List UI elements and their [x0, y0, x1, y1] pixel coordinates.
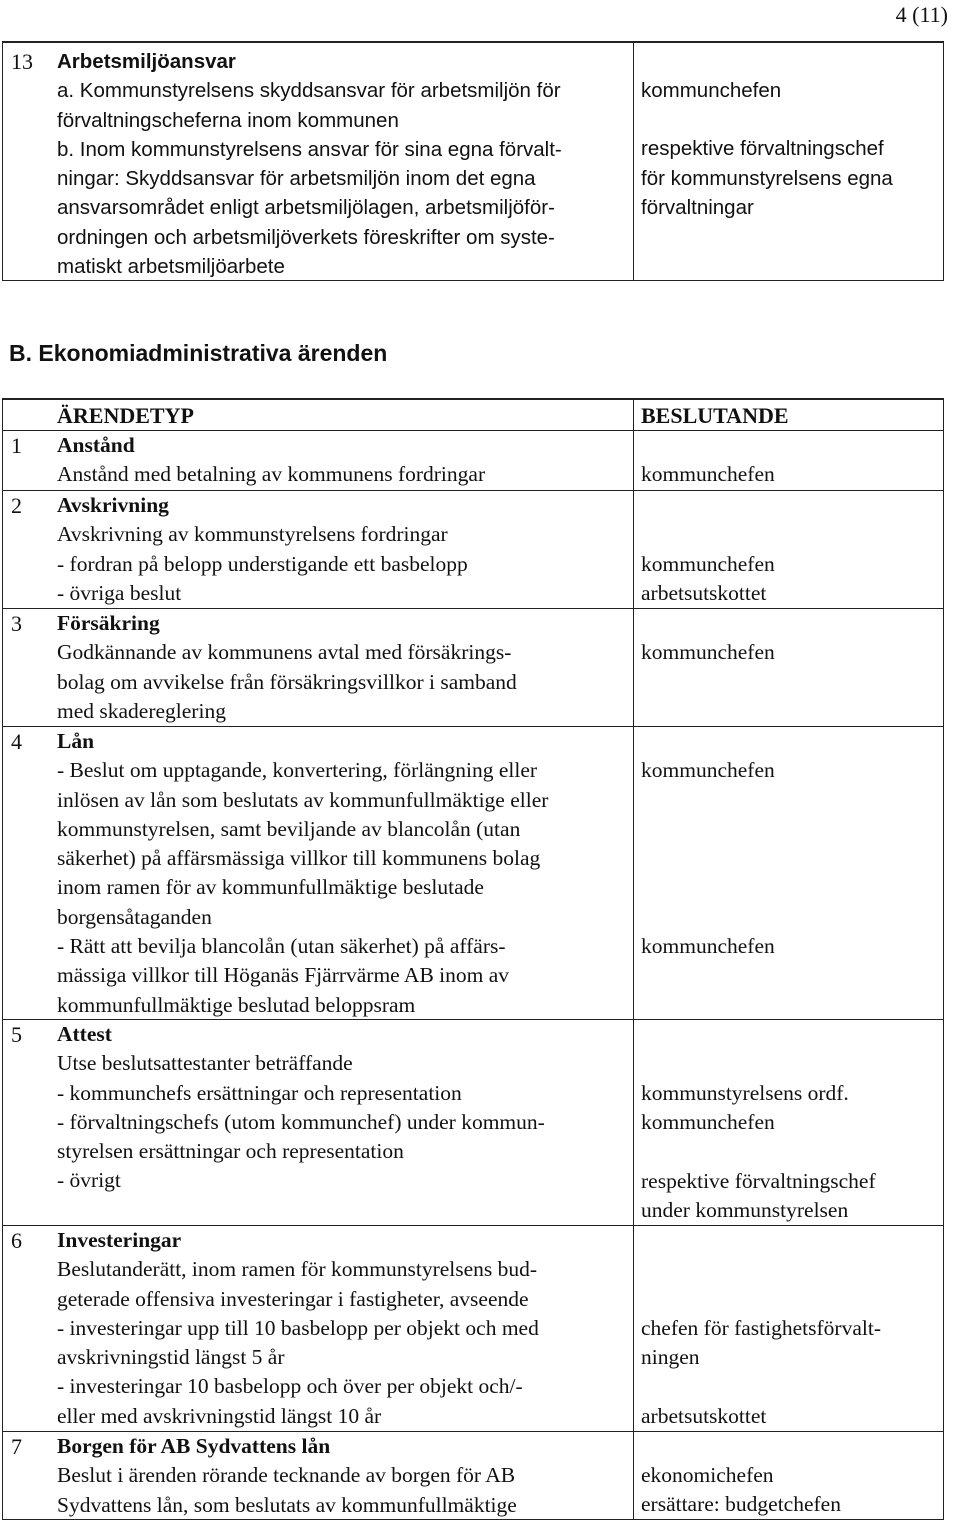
- decider: respektive förvaltningschef: [641, 137, 884, 161]
- matter-line: bolag om avvikelse från försäkringsvillkor i samband: [57, 669, 517, 694]
- decider: arbetsutskottet: [641, 1403, 767, 1428]
- decider: kommunchefen: [641, 934, 775, 958]
- table-row: [3, 430, 943, 490]
- matter-line: Beslut i ärenden rörande tecknande av borgen för AB: [57, 1463, 516, 1488]
- decider: under kommunstyrelsen: [641, 1197, 849, 1222]
- matter-line: ansvarsområdet enligt arbetsmiljölagen, arbetsmiljöför-: [57, 196, 555, 220]
- decider: kommunchefen: [641, 79, 782, 102]
- matter-line: - övrigt: [57, 1168, 121, 1193]
- matter-line: ordningen och arbetsmiljöverkets föreskrifter om syste-: [57, 225, 555, 249]
- decider: kommunchefen: [641, 758, 775, 782]
- matter-line: Anstånd med betalning av kommunens fordringar: [57, 462, 486, 487]
- section-heading: B. Ekonomiadministrativa ärenden: [9, 340, 388, 366]
- matter-line: - investeringar 10 basbelopp och över per objekt och/-: [57, 1374, 523, 1399]
- row-number: 13: [11, 49, 33, 74]
- table-row: [3, 726, 943, 1019]
- matter-line: inlösen av lån som beslutats av kommunfullmäktige eller: [57, 787, 549, 812]
- header-decider: BESLUTANDE: [641, 403, 789, 428]
- matter-line: Sydvattens lån, som beslutats av kommunfullmäktige: [57, 1492, 517, 1517]
- row-title: Arbetsmiljöansvar: [57, 50, 236, 73]
- table-row: [3, 42, 943, 279]
- matter-line: mässiga villkor till Höganäs Fjärrvärme AB inom av: [57, 963, 510, 988]
- decider: kommunchefen: [641, 1110, 775, 1135]
- matter-line: förvaltningscheferna inom kommunen: [57, 108, 399, 132]
- row-number: 4: [11, 729, 22, 754]
- table-row: [3, 490, 943, 608]
- matter-line: inom ramen för av kommunfullmäktige beslutade: [57, 875, 484, 900]
- matter-line: Beslutanderätt, inom ramen för kommunstyrelsens bud-: [57, 1257, 538, 1282]
- table-row: [3, 1225, 943, 1431]
- matter-line: Godkännande av kommunens avtal med försäkrings-: [57, 640, 512, 665]
- row-number: 7: [11, 1434, 22, 1459]
- matter-line: avskrivningstid längst 5 år: [57, 1345, 285, 1370]
- table-header-row: [3, 399, 943, 430]
- decider: ekonomichefen: [641, 1463, 774, 1487]
- header-matter-type: ÄRENDETYP: [57, 403, 194, 428]
- matter-line: styrelsen ersättningar och representation: [57, 1139, 404, 1164]
- decider: kommunstyrelsens ordf.: [641, 1081, 849, 1105]
- matter-line: - kommunchefs ersättningar och representation: [57, 1080, 462, 1105]
- matter-line: geterade offensiva investeringar i fastigheter, avseende: [57, 1286, 529, 1311]
- row-title: Borgen för AB Sydvattens lån: [57, 1434, 331, 1458]
- row-title: Investeringar: [57, 1228, 182, 1252]
- row-number: 1: [11, 433, 22, 458]
- decider: chefen för fastighetsförvalt-: [641, 1316, 881, 1340]
- matter-line: kommunstyrelsen, samt beviljande av blancolån (utan: [57, 816, 521, 841]
- matter-line: - Rätt att bevilja blancolån (utan säkerhet) på affärs-: [57, 934, 506, 959]
- matter-line: matiskt arbetsmiljöarbete: [57, 255, 285, 279]
- decider: kommunchefen: [641, 640, 775, 664]
- row-title: Attest: [57, 1022, 112, 1046]
- matter-line: kommunfullmäktige beslutad beloppsram: [57, 992, 416, 1017]
- matter-line: a. Kommunstyrelsens skyddsansvar för arbetsmiljön för: [57, 79, 561, 103]
- matter-cell: [3, 45, 633, 281]
- decider-cell: [641, 76, 939, 222]
- decider: respektive förvaltningschef: [641, 1168, 876, 1193]
- matter-line: Utse beslutsattestanter beträffande: [57, 1051, 353, 1076]
- matter-line: - förvaltningschefs (utom kommunchef) under kommun-: [57, 1109, 545, 1134]
- row-number: 6: [11, 1228, 22, 1253]
- decider: för kommunstyrelsens egna: [641, 166, 893, 190]
- matter-line: borgensåtaganden: [57, 904, 212, 929]
- matter-line: Avskrivning av kommunstyrelsens fordringar: [57, 522, 448, 547]
- row-title: Lån: [57, 729, 95, 753]
- matter-line: ningar: Skyddsansvar för arbetsmiljön inom det egna: [57, 167, 536, 191]
- delegation-table: [2, 398, 944, 1520]
- table-row: [3, 1019, 943, 1225]
- delegation-table-continued: [2, 41, 944, 281]
- decider: ersättare: budgetchefen: [641, 1492, 841, 1517]
- decider: ningen: [641, 1345, 700, 1370]
- matter-line: - investeringar upp till 10 basbelopp per objekt och med: [57, 1315, 539, 1340]
- matter-line: säkerhet) på affärsmässiga villkor till kommunens bolag: [57, 846, 541, 871]
- matter-line: med skadereglering: [57, 698, 226, 723]
- row-title: Försäkring: [57, 611, 160, 635]
- decider: förvaltningar: [641, 195, 754, 219]
- row-number: 2: [11, 493, 22, 518]
- matter-line: - fordran på belopp understigande ett basbelopp: [57, 551, 468, 576]
- matter-line: - övriga beslut: [57, 580, 182, 605]
- table-row: [3, 608, 943, 726]
- row-title: Avskrivning: [57, 493, 169, 517]
- table-row: [3, 1431, 943, 1517]
- decider: kommunchefen: [641, 552, 775, 576]
- decider: kommunchefen: [641, 462, 775, 486]
- decider: arbetsutskottet: [641, 581, 767, 606]
- row-title: Anstånd: [57, 433, 135, 457]
- row-number: 5: [11, 1022, 22, 1047]
- matter-line: eller med avskrivningstid längst 10 år: [57, 1403, 382, 1428]
- matter-line: - Beslut om upptagande, konvertering, förlängning eller: [57, 758, 538, 783]
- row-number: 3: [11, 611, 22, 636]
- matter-line: b. Inom kommunstyrelsens ansvar för sina egna förvalt-: [57, 137, 562, 161]
- page-number: 4 (11): [895, 2, 948, 27]
